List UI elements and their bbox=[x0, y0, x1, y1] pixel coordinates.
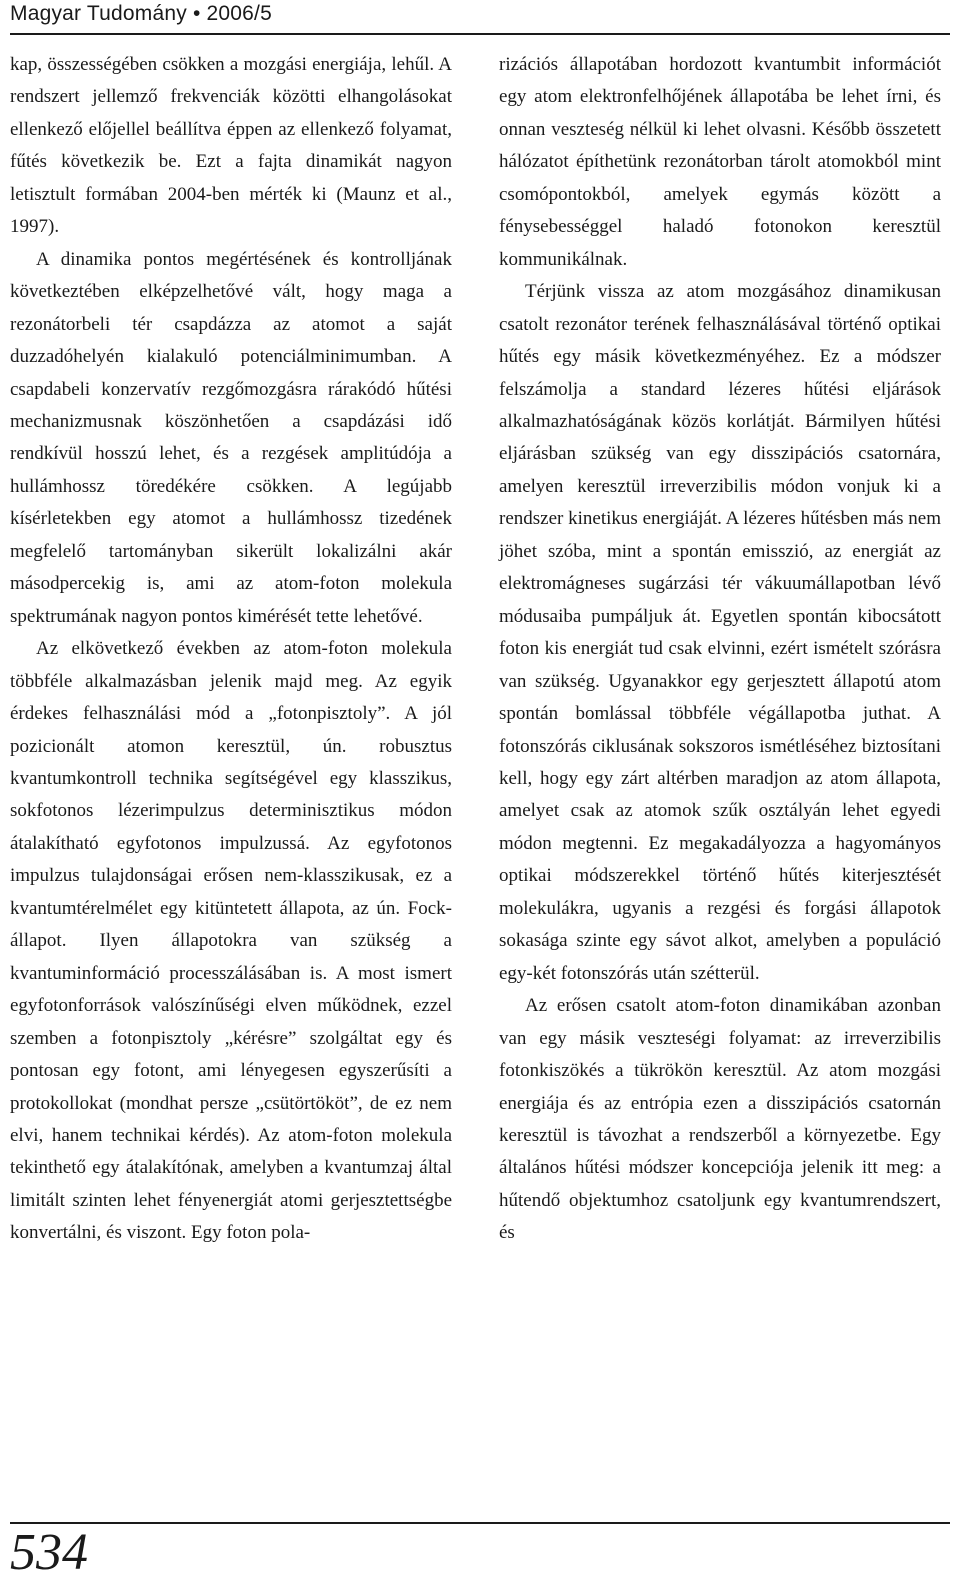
footer-rule bbox=[10, 1522, 950, 1524]
left-column bbox=[10, 49, 452, 1250]
paragraph: Az elkövetkező években az atom-foton molekula többféle alkalmazásban jelenik majd meg. Az egyik érdekes felhasználási mód a „fotonpisztoly”. A jól pozicionált atomon keresztül, ún. robusztus kvantumkontroll technika segítségével egy klasszikus, sokfotonos lézerimpulzus determinisztikus módon átalakítható egyfotonos impulzussá. Az egyfotonos impulzus tulajdonságai erősen nem-klasszikusak, ez a kvantumtérelmélet egy kitüntetett állapota, az ún. Fock-állapot. Ilyen állapotokra van szükség a kvantuminformáció processzálásában is. A most ismert egyfotonforrások valószínűségi elven működnek, ezzel szemben a fotonpisztoly „kérésre” szolgáltat egy és pontosan egy fotont, ami lényegesen egyszerűsíti a protokollokat (mondhat persze „csütörtököt”, de ez nem elvi, hanem technikai kérdés). Az atom-foton molekula tekinthető egy átalakítónak, amelyben a kvantumzaj által limitált szinten lehet fényenergiát atomi gerjesztettségbe konvertálni, és viszont. Egy foton pola- bbox=[10, 638, 452, 1244]
page-number: 534 bbox=[10, 1524, 88, 1581]
running-header: Magyar Tudomány • 2006/5 bbox=[10, 2, 272, 25]
paragraph: Térjünk vissza az atom mozgásához dinamikusan csatolt rezonátor terének felhasználásával történő optikai hűtés egy másik következményéhez. Ez a módszer felszámolja a standard lézeres hűtési eljárások alkalmazhatóságának közös korlátját. Bármilyen hűtési eljárásban szükség van egy disszipációs csatornára, amelyen keresztül irreverzibilis módon vonjuk ki a rendszer kinetikus energiáját. A lézeres hűtésben más nem jöhet szóba, mint a spontán emisszió, az energiát az elektromágneses sugárzási tér vákuumállapotban lévő módusaiba pumpáljuk át. Egyetlen spontán kibocsátott foton kis energiát tud csak elvinni, ezért ismételt szórásra van szükség. Ugyanakkor egy gerjesztett állapotú atom spontán bomlással többféle végállapotba juthat. A fotonszórás ciklusának sokszoros ismétléséhez biztosítani kell, hogy egy zárt altérben maradjon az atom állapota, amelyet csak az atomok szűk osztályán lehet egyedi módon megtenni. Ez megakadályozza a hagyományos optikai módszerekkel történő hűtés kiterjesztését molekulákra, ugyanis a rezgési és forgási állapotok sokasága szinte egy sávot alkot, amelyben a populáció egy-két fotonszórás után szétterül. bbox=[499, 281, 941, 984]
paragraph: kap, összességében csökken a mozgási energiája, lehűl. A rendszert jellemző frekvenciák közötti elhangolásokat ellenkező előjellel beállítva éppen az ellenkező folyamat, fűtés következik be. Ezt a fajta dinamikát nagyon letisztult formában 2004-ben mérték ki (Maunz et al., 1997). bbox=[10, 54, 452, 238]
right-column bbox=[499, 49, 941, 1250]
paragraph: rizációs állapotában hordozott kvantumbit információt egy atom elektronfelhőjének állapotába be lehet írni, és onnan veszteség nélkül ki lehet olvasni. Később összetett hálózatot építhetünk rezonátorban tárolt atomokból mint csomópontokból, amelyek egymás között a fénysebességgel haladó fotonokon keresztül kommunikálnak. bbox=[499, 54, 941, 270]
paragraph: Az erősen csatolt atom-foton dinamikában azonban van egy másik veszteségi folyamat: az irreverzibilis fotonkiszökés a tükrökön keresztül. Az atom mozgási energiája és az entrópia ezen a disszipációs csatornán keresztül is távozhat a rendszerből a környezetbe. Egy általános hűtési módszer koncepciója jelenik itt meg: a hűtendő objektumhoz csatoljunk egy kvantumrendszert, és bbox=[499, 995, 941, 1244]
header-rule bbox=[10, 33, 950, 35]
paragraph: A dinamika pontos megértésének és kontrolljának következtében elképzelhetővé vált, hogy maga a rezonátorbeli tér csapdázza az atomot a saját duzzadóhelyén kialakuló potenciálminimumban. A csapdabeli konzervatív rezgőmozgásra rárakódó hűtési mechanizmusnak köszönhetően a csapdázási idő rendkívül hosszú lehet, és a rezgések amplitúdója a hullámhossz töredékére csökken. A legújabb kísérletekben egy atomot a hullámhossz tizedének megfelelő tartományban sikerült lokalizálni akár másodpercekig is, ami az atom-foton molekula spektrumának nagyon pontos kimérését tette lehetővé. bbox=[10, 248, 452, 627]
